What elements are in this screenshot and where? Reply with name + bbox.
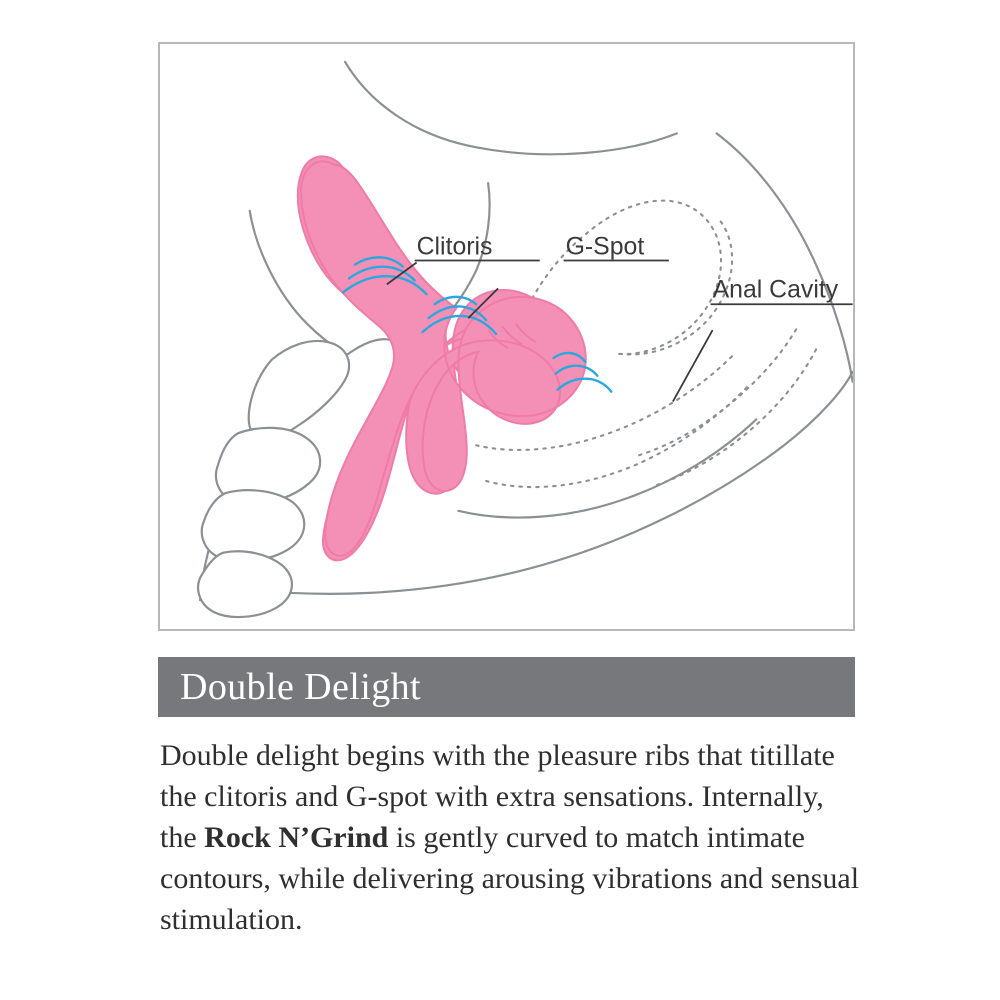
anatomical-diagram-svg	[160, 44, 853, 629]
description-text-part-2: is gently curved to match intimate contours, while delivering arousing vibrations and sensual stimulation.	[160, 821, 860, 937]
label-anal-cavity: Anal Cavity	[712, 276, 839, 304]
label-gspot: G-Spot	[565, 233, 645, 261]
product-name: Rock N’Grind	[204, 821, 389, 855]
description-block	[160, 735, 860, 940]
description-paragraph	[160, 735, 860, 940]
description-text-part-1: Double delight begins with the pleasure ribs that titillate the clitoris and G-spot with extra sensations. Internally, the	[160, 739, 835, 855]
page-title: Double Delight	[180, 666, 421, 708]
label-group	[415, 234, 853, 305]
illustration-panel	[158, 42, 855, 631]
leader-line-anal-cavity	[673, 330, 713, 402]
section-title-bar	[158, 657, 855, 717]
label-clitoris: Clitoris	[416, 233, 493, 261]
